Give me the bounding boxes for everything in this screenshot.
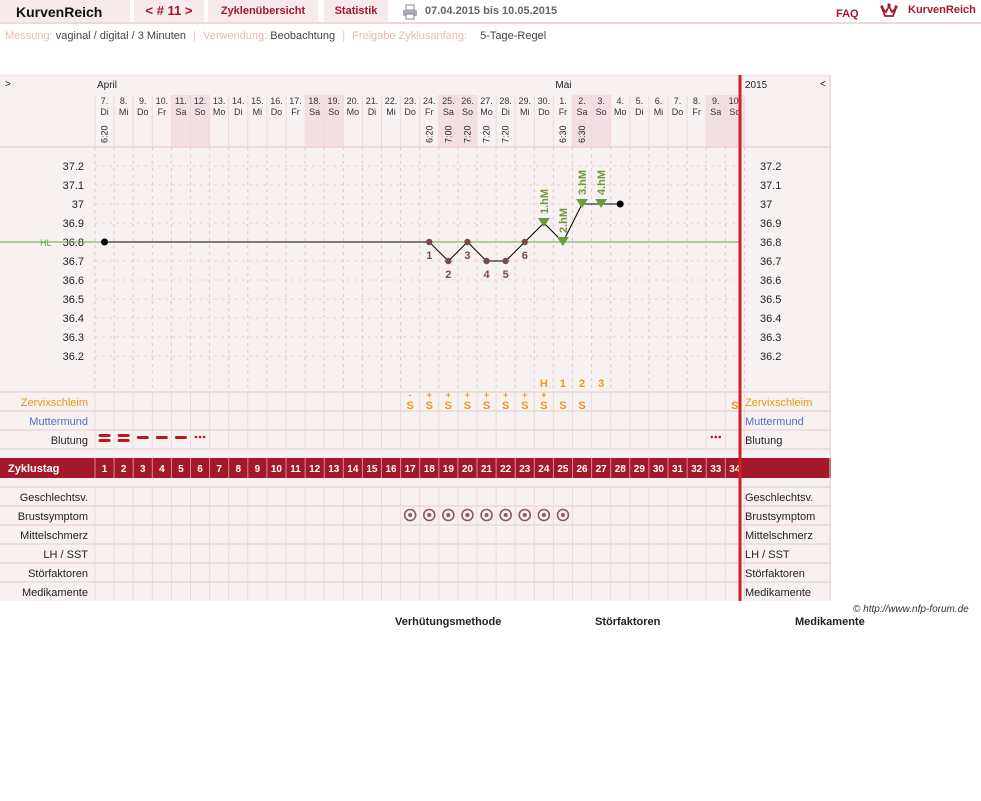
breast-symptom-icon-dot	[465, 513, 469, 517]
copyright: © http://www.nfp-forum.de	[853, 604, 969, 615]
mucus-peak-label: H	[539, 378, 548, 390]
bleeding-spotting-mark	[710, 436, 713, 439]
date-label: 22.	[384, 96, 398, 106]
breast-symptom-icon-dot	[427, 513, 431, 517]
low-count-label: 4	[483, 269, 490, 281]
date-label: 23.	[403, 96, 417, 106]
y-tick-label-right: 36.4	[760, 313, 782, 325]
measurement-time: 7:20	[462, 125, 473, 143]
bleeding-medium-mark	[156, 436, 168, 439]
y-tick-label-right: 36.7	[760, 256, 782, 268]
y-tick-label-left: 36.8	[62, 237, 84, 249]
mucus-quality-mark: +	[503, 390, 509, 400]
date-label: 17.	[289, 96, 302, 106]
breast-symptom-icon-dot	[485, 513, 489, 517]
zyklustag-number: 33	[710, 464, 722, 475]
date-label: 6.	[654, 96, 663, 106]
y-tick-label-right: 37	[760, 199, 773, 211]
mucus-quality-mark: -	[408, 390, 412, 400]
date-label: 3.	[597, 96, 605, 106]
y-tick-label-right: 36.2	[760, 351, 782, 363]
weekday-label: Mo	[480, 107, 493, 117]
date-range: 07.04.2015 bis 10.05.2015	[425, 5, 558, 17]
date-label: 4.	[616, 96, 625, 106]
brust-row-label-right: Brustsymptom	[745, 511, 816, 523]
zyklustag-number: 10	[270, 464, 283, 475]
zyklustag-number: 16	[385, 464, 397, 475]
measurement-time: 6:30	[557, 125, 568, 143]
low-count-label: 5	[502, 269, 509, 281]
y-tick-label-left: 37.2	[62, 161, 84, 173]
y-tick-label-left: 36.2	[62, 351, 84, 363]
y-tick-label-left: 36.7	[62, 256, 84, 268]
weekday-label: Fr	[692, 107, 701, 117]
zyklustag-number: 25	[557, 464, 569, 475]
measurement-time: 6:20	[424, 125, 435, 143]
zyklustag-number: 1	[101, 464, 108, 475]
logo-text: KurvenReich	[908, 4, 976, 16]
weekday-label: Fr	[425, 107, 434, 117]
date-label: 29.	[518, 96, 532, 106]
zyklustag-number: 24	[538, 464, 550, 475]
zyklustag-number: 13	[328, 464, 340, 475]
brust-row-label: Brustsymptom	[17, 511, 88, 523]
y-tick-label-left: 36.3	[62, 332, 84, 344]
nav-right-arrow: <	[820, 79, 826, 90]
y-tick-label-right: 36.8	[760, 237, 782, 249]
zyklustag-number: 15	[366, 464, 378, 475]
brand-title[interactable]: KurvenReich	[0, 0, 130, 22]
low-measurement-point	[483, 258, 489, 264]
month-label: April	[97, 80, 118, 91]
low-measurement-point	[445, 258, 451, 264]
breast-symptom-icon-dot	[408, 513, 412, 517]
date-label: 1.	[559, 96, 567, 106]
weekday-label: Di	[635, 107, 644, 117]
higher-measurement-label: 4.hM	[596, 169, 609, 195]
mucus-quality-mark: +	[426, 390, 432, 400]
weekday-label: So	[328, 107, 340, 117]
release-label: Freigabe Zyklusanfang:	[352, 30, 468, 42]
bleeding-medium-mark	[175, 436, 187, 439]
zyklustag-number: 9	[254, 464, 261, 475]
weekday-label: Mi	[653, 107, 664, 117]
mucus-symbol: S	[559, 400, 567, 412]
date-label: 10.	[155, 96, 169, 106]
zyklustag-number: 6	[197, 464, 203, 475]
weekday-label: Mi	[386, 107, 396, 117]
weekday-label: Sa	[710, 107, 722, 117]
higher-measurement-label: 3.hM	[577, 169, 590, 195]
mucus-symbol: S	[731, 400, 739, 412]
temperature-point	[101, 239, 108, 246]
geschlecht-row-label-right: Geschlechtsv.	[745, 492, 814, 504]
low-measurement-point	[464, 239, 470, 245]
zyklustag-number: 5	[178, 464, 184, 475]
weekday-label: Fr	[157, 107, 167, 117]
mucus-quality-mark: +	[522, 390, 528, 400]
stoer-row-label-right: Störfaktoren	[745, 568, 805, 580]
zyklustag-number: 20	[461, 464, 474, 475]
weekday-label: So	[461, 107, 473, 117]
breast-symptom-icon-dot	[504, 513, 508, 517]
date-label: 13.	[212, 96, 226, 106]
date-label: 18.	[308, 96, 321, 106]
zyklustag-number: 32	[691, 464, 703, 475]
breast-symptom-icon-dot	[446, 513, 450, 517]
bleeding-spotting-mark	[195, 436, 198, 439]
date-label: 27.	[480, 96, 493, 106]
zervix-row-label-right: Zervixschleim	[745, 397, 813, 409]
date-label: 7.	[673, 96, 682, 106]
zyklustag-number: 19	[442, 464, 454, 475]
medi-row-label: Medikamente	[21, 587, 88, 599]
measurement-time: 7:00	[443, 125, 454, 143]
mucus-symbol: S	[521, 400, 529, 412]
mucus-peak-label: 3	[598, 378, 605, 390]
zyklustag-label: Zyklustag	[8, 463, 60, 475]
weekday-label: Sa	[576, 107, 588, 117]
zyklustag-number: 17	[404, 464, 416, 475]
mittel-row-label-right: Mittelschmerz	[745, 530, 813, 542]
y-tick-label-left: 36.6	[62, 275, 84, 287]
low-count-label: 3	[464, 250, 471, 262]
date-label: 24.	[422, 96, 436, 106]
usage-label: Verwendung:	[203, 30, 268, 42]
bleeding-strong-mark	[118, 434, 130, 437]
cycle-chart	[0, 75, 831, 601]
date-label: 9.	[711, 96, 720, 106]
bleeding-spotting-mark	[718, 436, 721, 439]
y-tick-label-right: 36.5	[760, 294, 782, 306]
zyklustag-number: 34	[729, 464, 741, 475]
zyklustag-number: 21	[480, 464, 493, 475]
zyklustag-number: 7	[216, 464, 222, 475]
y-tick-label-left: 36.4	[62, 313, 84, 325]
weekday-label: Mi	[520, 107, 530, 117]
stoer-row-label: Störfaktoren	[28, 568, 88, 580]
weekday-label: Do	[404, 107, 416, 117]
date-label: 7.	[100, 96, 109, 106]
zyklustag-number: 12	[309, 464, 321, 475]
date-label: 14.	[231, 96, 245, 106]
y-tick-label-right: 37.1	[760, 180, 782, 192]
lh-row-label: LH / SST	[43, 549, 88, 561]
measurement-time: 7:20	[500, 125, 511, 143]
y-tick-label-left: 36.9	[62, 218, 84, 230]
zyklustag-number: 8	[235, 464, 242, 475]
footer-medication: Medikamente	[795, 616, 865, 628]
lh-row-label-right: LH / SST	[745, 549, 790, 561]
blutung-row-label-right: Blutung	[745, 435, 783, 447]
weekday-label: Do	[538, 107, 550, 117]
zyklustag-number: 14	[347, 464, 359, 475]
zyklustag-number: 23	[519, 464, 531, 475]
date-label: 10.	[728, 96, 742, 106]
date-label: 30.	[537, 96, 551, 106]
low-measurement-point	[502, 258, 508, 264]
footer-disturbances: Störfaktoren	[595, 616, 661, 628]
cycle-navigation[interactable]: < # 11 >	[134, 0, 204, 22]
header-divider	[0, 22, 981, 24]
zyklustag-number: 30	[652, 464, 665, 475]
y-tick-label-right: 36.3	[760, 332, 782, 344]
mucus-peak-label: 1	[559, 378, 567, 390]
higher-measurement-marker	[538, 218, 550, 227]
y-tick-label-right: 36.9	[760, 218, 782, 230]
usage-value: Beobachtung	[270, 30, 336, 42]
measure-label: Messung:	[5, 30, 53, 42]
year-label: 2015	[745, 80, 768, 91]
weekday-label: Sa	[309, 107, 321, 117]
higher-measurement-label: 2.hM	[557, 207, 570, 233]
mucus-quality-mark: +	[541, 390, 547, 400]
measurement-time: 6:20	[99, 125, 110, 143]
low-count-label: 1	[426, 250, 433, 262]
breast-symptom-icon-dot	[523, 513, 527, 517]
zyklustag-number: 27	[595, 464, 607, 475]
hl-label: HL	[40, 238, 52, 248]
date-label: 5.	[635, 96, 644, 106]
mucus-symbol: S	[501, 400, 510, 412]
temperature-point	[617, 201, 624, 208]
date-label: 8.	[119, 96, 128, 106]
nav-left-arrow: >	[5, 79, 11, 90]
zyklustag-number: 3	[139, 464, 146, 475]
zyklustag-number: 4	[159, 464, 165, 475]
weekday-label: Mo	[346, 107, 360, 117]
low-count-label: 6	[521, 250, 528, 262]
medi-row-label-right: Medikamente	[745, 587, 812, 599]
zyklustag-number: 26	[576, 464, 588, 475]
weekday-label: Di	[234, 107, 243, 117]
weekday-label: Mi	[252, 107, 263, 117]
weekday-label: So	[729, 107, 741, 117]
mucus-peak-label: 2	[578, 378, 586, 390]
bleeding-strong-mark	[99, 434, 111, 437]
blutung-row-label: Blutung	[50, 435, 88, 447]
muttermund-row-label-right: Muttermund	[745, 416, 804, 428]
date-label: 19.	[327, 96, 341, 106]
date-label: 12.	[193, 96, 207, 106]
y-tick-label-right: 36.6	[760, 275, 782, 287]
measure-value: vaginal / digital / 3 Minuten	[55, 30, 187, 42]
bleeding-spotting-mark	[199, 436, 202, 439]
weekday-label: Fr	[558, 107, 568, 117]
printer-icon[interactable]	[402, 4, 418, 20]
bleeding-strong-mark	[99, 439, 111, 442]
date-label: 21.	[365, 96, 379, 106]
low-measurement-point	[426, 239, 432, 245]
date-label: 2.	[578, 96, 586, 106]
zyklustag-number: 31	[671, 464, 684, 475]
tab-statistik[interactable]: Statistik	[324, 0, 388, 22]
date-label: 15.	[251, 96, 264, 106]
mucus-symbol: S	[406, 400, 414, 412]
mucus-symbol: S	[463, 400, 472, 412]
weekday-label: Do	[270, 107, 283, 117]
weekday-label: Fr	[291, 107, 300, 117]
weekday-label: Mo	[212, 107, 226, 117]
zyklustag-number: 2	[120, 464, 127, 475]
weekday-label: Sa	[442, 107, 454, 117]
higher-measurement-label: 1.hM	[538, 188, 551, 214]
weekday-label: Mo	[613, 107, 627, 117]
weekday-label: Do	[136, 107, 149, 117]
zyklustag-number: 11	[290, 464, 301, 475]
release-value: 5-Tage-Regel	[480, 30, 547, 42]
crown-logo-icon	[880, 2, 898, 20]
weekday-label: Do	[671, 107, 684, 117]
bleeding-spotting-mark	[203, 436, 206, 439]
date-label: 26.	[461, 96, 474, 106]
zyklustag-number: 29	[633, 464, 645, 475]
mucus-quality-mark: +	[464, 390, 471, 400]
mucus-symbol: S	[444, 400, 453, 412]
date-label: 20.	[346, 96, 360, 106]
measurement-info: Messung: vaginal / digital / 3 Minuten | Verwendung: Beobachtung | Freigabe Zyklusanfang: 5-Tage-Regel	[5, 30, 547, 42]
weekday-label: Di	[501, 107, 510, 117]
month-label: Mai	[555, 80, 572, 91]
y-tick-label-left: 37.1	[62, 180, 84, 192]
geschlecht-row-label: Geschlechtsv.	[19, 492, 88, 504]
date-label: 9.	[138, 96, 147, 106]
low-measurement-point	[522, 239, 528, 245]
faq-link[interactable]: FAQ	[836, 8, 859, 20]
weekday-label: Di	[367, 107, 377, 117]
mucus-quality-mark: +	[483, 390, 490, 400]
mucus-symbol: S	[578, 400, 586, 412]
weekday-label: Di	[100, 107, 109, 117]
tab-zyklenuebersicht[interactable]: Zyklenübersicht	[208, 0, 318, 22]
date-label: 11.	[175, 96, 187, 106]
weekday-label: So	[595, 107, 607, 117]
zyklustag-number: 18	[423, 464, 435, 475]
zervix-row-label: Zervixschleim	[20, 397, 88, 409]
mucus-symbol: S	[482, 400, 491, 412]
mittel-row-label: Mittelschmerz	[20, 530, 88, 542]
zyklustag-number: 28	[614, 464, 626, 475]
weekday-label: So	[194, 107, 206, 117]
breast-symptom-icon-dot	[542, 513, 546, 517]
footer-method: Verhütungsmethode	[395, 616, 502, 628]
mucus-quality-mark: +	[445, 390, 451, 400]
cycle-chart-svg	[0, 75, 831, 601]
date-label: 25.	[442, 96, 455, 106]
bleeding-spotting-mark	[714, 436, 717, 439]
mucus-symbol: S	[540, 400, 548, 412]
bleeding-strong-mark	[118, 439, 130, 442]
y-tick-label-left: 36.5	[62, 294, 84, 306]
date-label: 8.	[692, 96, 701, 106]
weekday-label: Sa	[175, 107, 187, 117]
date-label: 16.	[270, 96, 283, 106]
date-label: 28.	[499, 96, 512, 106]
muttermund-row-label: Muttermund	[29, 416, 88, 428]
weekday-label: Mi	[118, 107, 129, 117]
y-tick-label-left: 37	[71, 199, 84, 211]
measurement-time: 6:30	[577, 125, 588, 143]
mucus-symbol: S	[425, 400, 433, 412]
bleeding-medium-mark	[137, 436, 149, 439]
low-count-label: 2	[445, 269, 452, 281]
measurement-time: 7:20	[481, 125, 492, 143]
zyklustag-number: 22	[500, 464, 512, 475]
breast-symptom-icon-dot	[561, 513, 565, 517]
y-tick-label-right: 37.2	[760, 161, 782, 173]
